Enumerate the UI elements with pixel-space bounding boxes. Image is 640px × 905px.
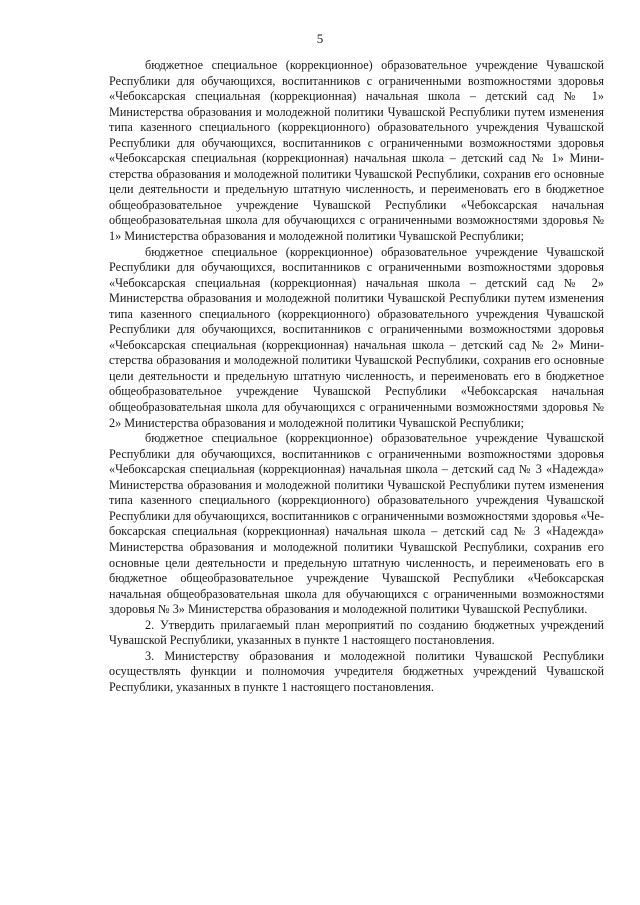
paragraph-item-2: 2. Утвердить прилагаемый план мероприятий по созданию бюджетных учреждений Чувашской Республики, указанных в пункте 1 настоящего постановления. [109, 617, 604, 648]
paragraph-school-3: бюджетное специальное (коррекционное) образовательное учреждение Чувашской Республики для обучающихся, воспитанников с ограниченными возmожностями здоровья «Чебоксарская специальная (коррекционная) начальная школа – детский сад № 3 «Надежда» Министерства образования и молодежной политики Чувашской Республики путем изменения типа казенного специального (коррекционного) образовательного учреждения Чувашской Республики для обучающихся, воспитанников с ограниченными возможностями здоровья «Чебоксарская специальная (коррекционная) начальная школа – детский сад № 3 «Надежда» Министерства образования и молодежной политики Чувашской Республики, сохранив его основные цели деятельности и предельную штатную численность, и переименовать его в бюджетное общеобразовательное учреждение Чувашской Республики «Чебоксарская начальная общеобразовательная школа для обучающихся с ограниченными возможностями здоровья № 3» Министерства образования и молодежной политики Чувашской Республики. [109, 431, 605, 617]
paragraph-school-2: бюджетное специальное (коррекционное) образовательное учреждение Чувашской Республики для обучающихся, воспитанников с ограниченными возmожностями здоровья «Чебоксарская специальная (коррекционная) начальная школа – детский сад № 2» Министерства образования и молодежной политики Чувашской Республики путем изменения типа казенного специального (коррекционного) образовательного учреждения Чувашской Республики для обучающихся, воспитанников с ограниченными возможностями здоровья «Чебоксарская специальная (коррекционная) начальная школа – детский сад № 2» Министерства образования и молодежной политики Чувашской Республики, сохранив его основные цели деятельности и предельную штатную численность, и переименовать его в бюджетное общеобразовательное учреждение Чувашской Республики «Чебоксарская начальная общеобразовательная школа для обучающихся с ограниченными возможностями здоровья № 2» Министерства образования и молодежной политики Чувашской Республики; [109, 244, 604, 430]
page-number: 5 [316, 31, 324, 46]
document-body [109, 58, 604, 695]
paragraph-item-3: 3. Министерству образования и молодежной политики Чувашской Республики осуществлять функции и полномочия учредителя бюджетных учреждений Чувашской Республики, указанных в пункте 1 настоящего постановления. [109, 648, 604, 694]
paragraph-school-1: бюджетное специальное (коррекционное) образовательное учреждение Чувашской Республики для обучающихся, воспитанников с ограниченными возmожностями здоровья «Чебоксарская специальная (коррекционная) начальная школа – детский сад № 1» Министерства образования и молодежной политики Чувашской Республики путем изменения типа казенного специального (коррекционного) образовательного учреждения Чувашской Республики для обучающихся, воспитанников с ограниченными возможностями здоровья «Чебоксарская специальная (коррекционная) начальная школа – детский сад № 1» Министерства образования и молодежной политики Чувашской Республики, сохранив его основные цели деятельности и предельную штатную численность, и переименовать его в бюджетное общеобразовательное учреждение Чувашской Республики «Чебоксарская начальная общеобразовательная школа для обучающихся с ограниченными возможностями здоровья № 1» Министерства образования и молодежной политики Чувашской Республики; [109, 58, 604, 244]
